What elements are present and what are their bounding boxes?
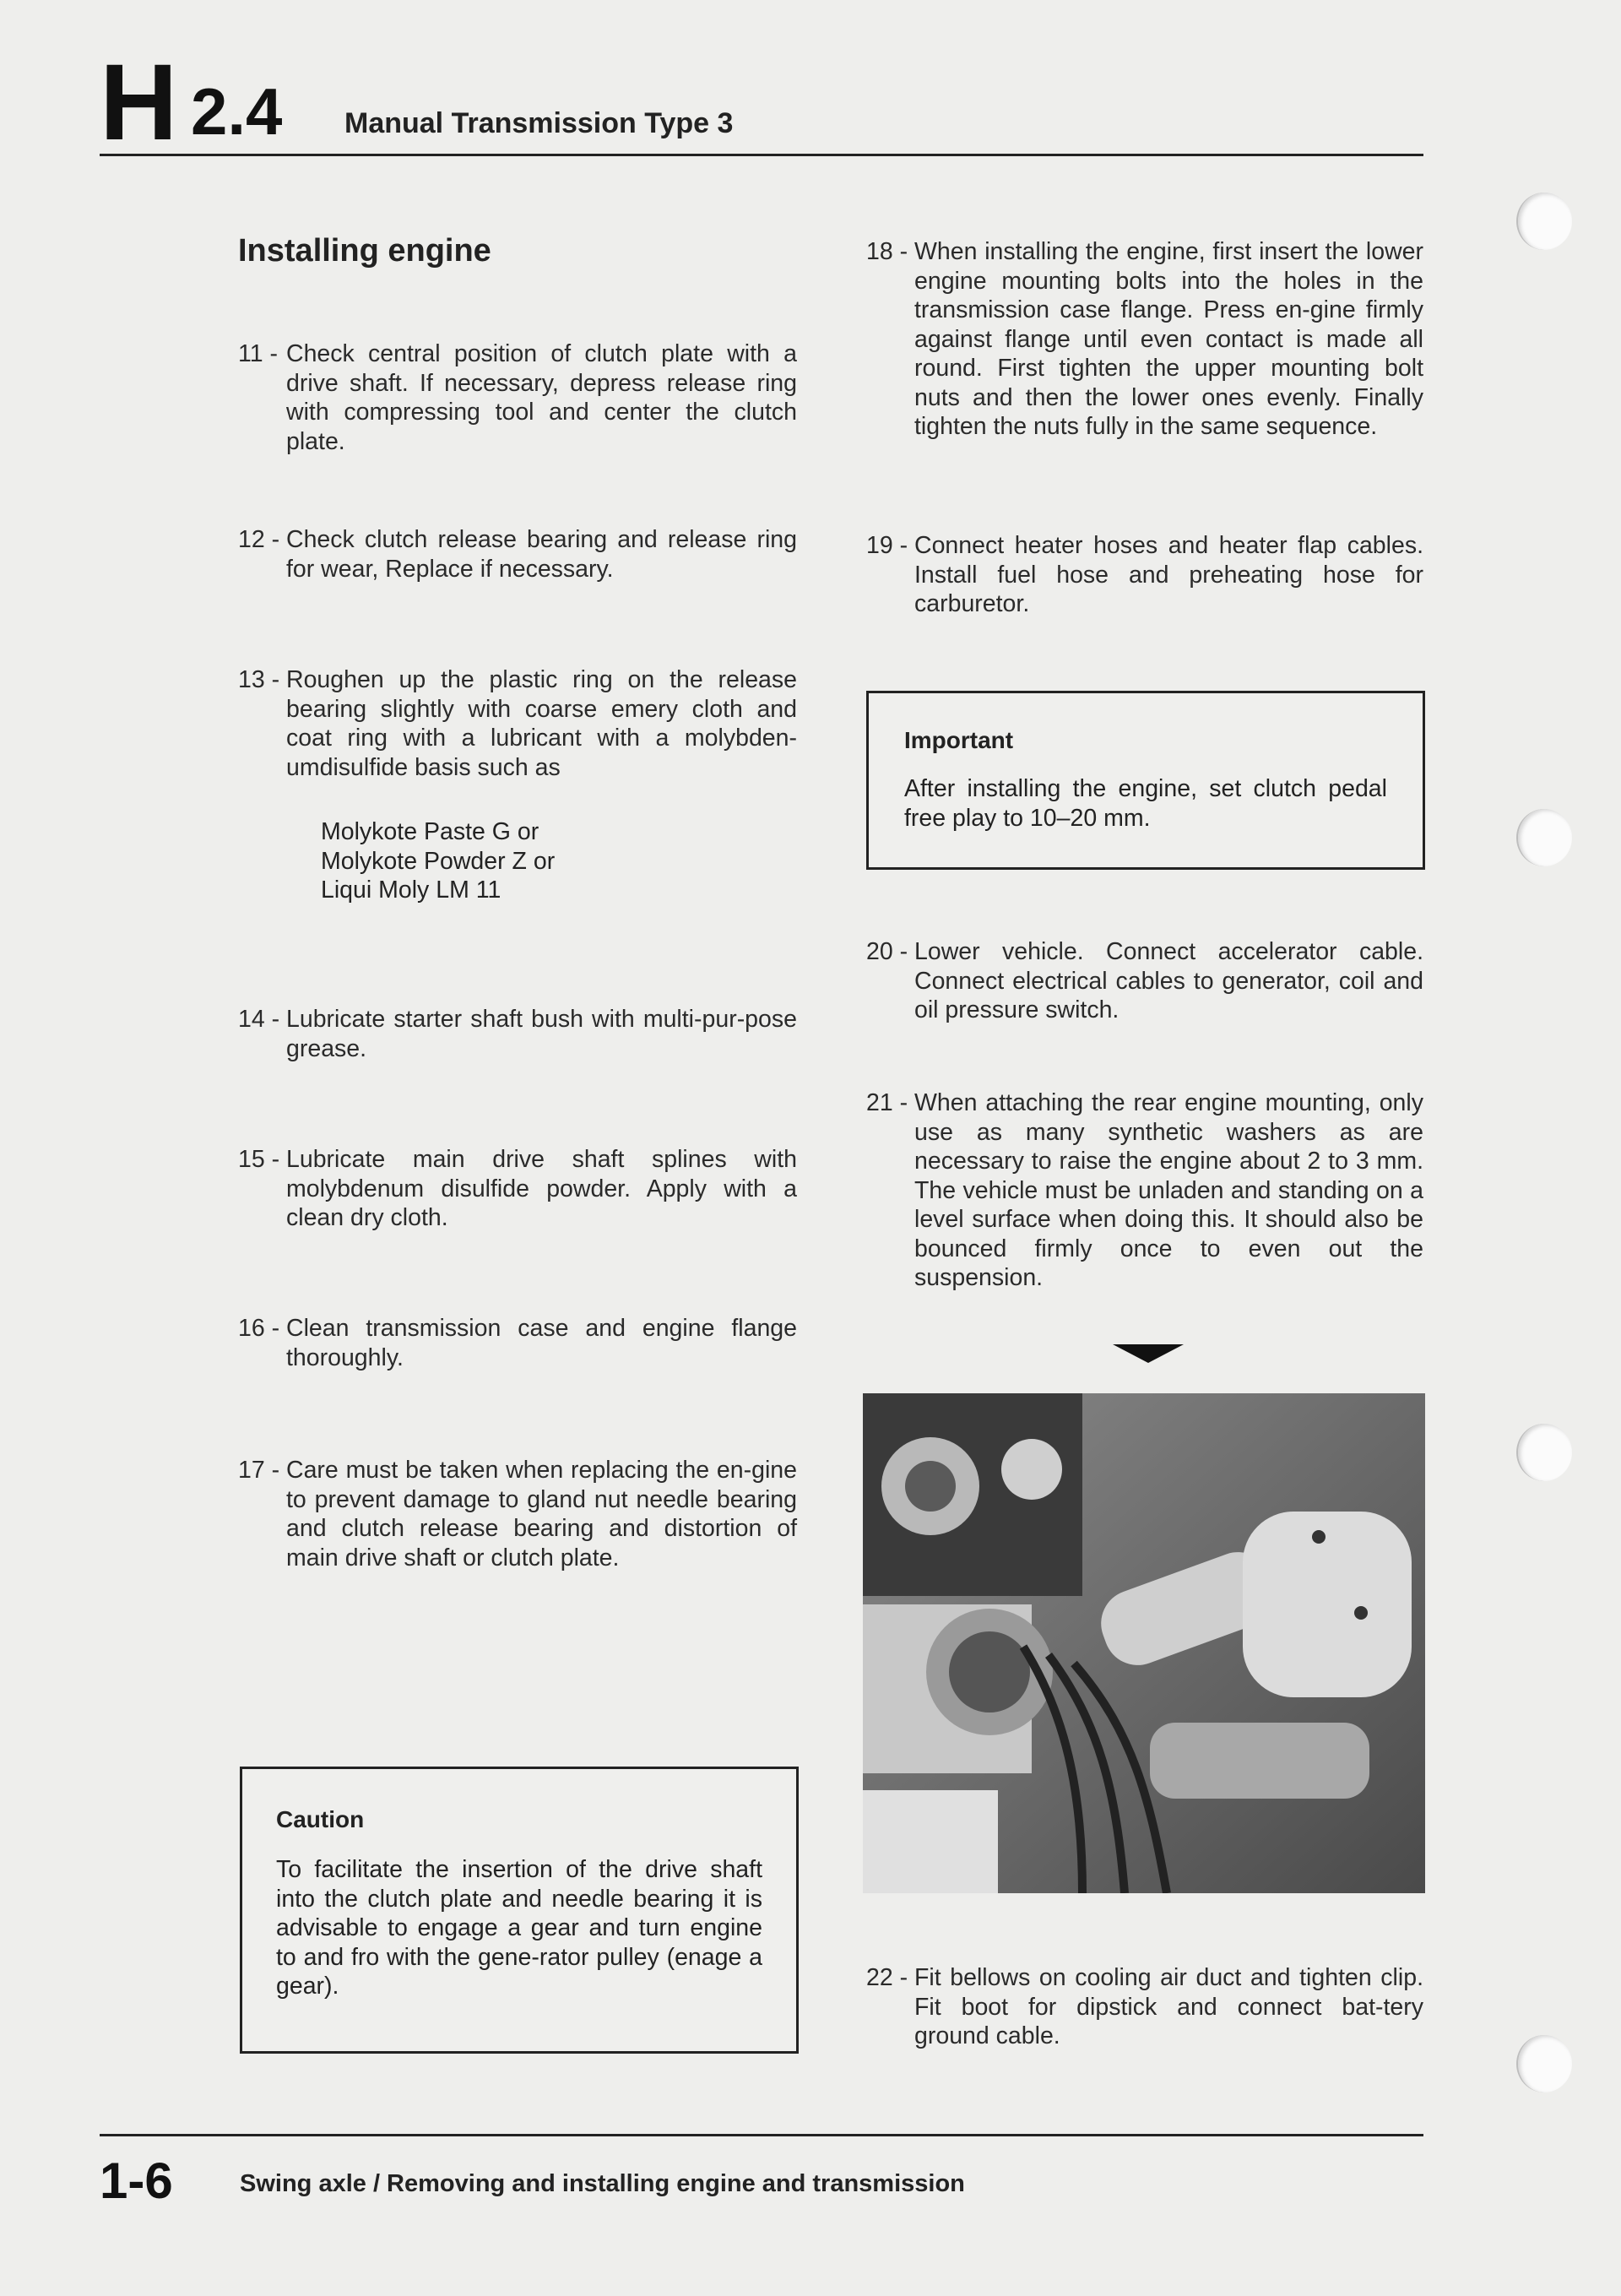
lubricant-item: Liqui Moly LM 11 xyxy=(321,877,501,904)
step-text: Lubricate main drive shaft splines with molybdenum disulfide powder. Apply with a clean dry cloth. xyxy=(286,1146,797,1231)
step-19 xyxy=(866,531,1423,619)
important-box xyxy=(866,691,1425,870)
section-title: Installing engine xyxy=(238,233,491,269)
step-16 xyxy=(238,1314,797,1372)
step-text: Connect heater hoses and heater flap cables. Install fuel hose and preheating hose for carburetor. xyxy=(914,532,1423,617)
step-number: 20 - xyxy=(866,938,908,965)
step-number: 11 - xyxy=(238,340,278,367)
step-21 xyxy=(866,1088,1423,1293)
lubricant-list xyxy=(321,817,555,905)
step-text: Care must be taken when replacing the en-gine to prevent damage to gland nut needle bearing and clutch release bearing and distortion of main drive shaft or clutch plate. xyxy=(286,1457,797,1571)
step-number: 16 - xyxy=(238,1315,280,1342)
step-18 xyxy=(866,237,1423,442)
important-text: After installing the engine, set clutch pedal free play to 10–20 mm. xyxy=(904,775,1387,832)
step-text: When attaching the rear engine mounting, only use as many synthetic washers as are necessary to raise the engine about 2 to 3 mm. The vehicle must be unladen and standing on a level surface when doing this. It should also be bounced firmly once to even out the suspension. xyxy=(914,1089,1423,1291)
photo-drawing xyxy=(863,1393,1425,1893)
step-12 xyxy=(238,525,797,583)
lubricant-item: Molykote Paste G or xyxy=(321,818,539,845)
engine-installation-photo xyxy=(863,1393,1425,1893)
step-text: Roughen up the plastic ring on the release bearing slightly with coarse emery cloth and coat ring with a lubricant with a molybden-umdisulfide basis such as xyxy=(286,666,797,781)
down-arrow-icon xyxy=(1113,1344,1184,1363)
lubricant-item: Molykote Powder Z or xyxy=(321,847,556,875)
footer-divider xyxy=(100,2134,1423,2136)
header-title: Manual Transmission Type 3 xyxy=(344,107,734,139)
step-text: Check central position of clutch plate with a drive shaft. If necessary, depress release ring with compressing tool and center the clutch plate. xyxy=(286,340,797,455)
caution-title: Caution xyxy=(276,1806,365,1832)
step-text: Lower vehicle. Connect accelerator cable. Connect electrical cables to generator, coil and oil pressure switch. xyxy=(914,938,1423,1023)
section-number: 2.4 xyxy=(191,74,283,149)
caution-box xyxy=(240,1767,799,2054)
step-text: Lubricate starter shaft bush with multi-pur-pose grease. xyxy=(286,1006,797,1062)
step-number: 13 - xyxy=(238,666,280,693)
step-number: 15 - xyxy=(238,1146,280,1173)
important-title: Important xyxy=(904,727,1014,753)
step-number: 14 - xyxy=(238,1006,280,1033)
step-number: 19 - xyxy=(866,532,908,559)
caution-text: To facilitate the insertion of the drive shaft into the clutch plate and needle bearing it is advisable to engage a gear and turn engine to and fro with the gene-rator pulley (enage a gear). xyxy=(276,1856,762,2000)
step-20 xyxy=(866,937,1423,1025)
step-15 xyxy=(238,1145,797,1233)
punch-hole xyxy=(1516,193,1572,250)
step-14 xyxy=(238,1005,797,1063)
step-number: 17 - xyxy=(238,1457,280,1484)
step-number: 21 - xyxy=(866,1089,908,1116)
punch-hole xyxy=(1516,2035,1572,2092)
generator xyxy=(1150,1723,1369,1799)
oil-filler xyxy=(863,1790,998,1893)
step-number: 22 - xyxy=(866,1964,908,1991)
page-header xyxy=(100,42,1423,163)
step-number: 12 - xyxy=(238,526,280,553)
step-text: Fit bellows on cooling air duct and tighten clip. Fit boot for dipstick and connect bat-tery ground cable. xyxy=(914,1964,1423,2049)
step-17 xyxy=(238,1456,797,1572)
step-11 xyxy=(238,339,797,456)
punch-hole xyxy=(1516,809,1572,866)
step-13 xyxy=(238,665,797,782)
step-number: 18 - xyxy=(866,238,908,265)
section-letter: H xyxy=(100,42,178,163)
footer-text: Swing axle / Removing and installing engine and transmission xyxy=(240,2170,965,2197)
punch-hole xyxy=(1516,1424,1572,1481)
air-duct xyxy=(1243,1512,1412,1697)
step-22 xyxy=(866,1963,1423,2051)
page-number: 1-6 xyxy=(100,2152,173,2209)
step-text: Check clutch release bearing and release ring for wear, Replace if necessary. xyxy=(286,526,797,583)
vacuum-unit xyxy=(1001,1439,1062,1500)
step-text: Clean transmission case and engine flange thoroughly. xyxy=(286,1315,797,1371)
step-text: When installing the engine, first insert the lower engine mounting bolts into the holes in the transmission case flange. Press en-gine firmly against flange until even contact is made all round. First tighten the upper mounting bolt nuts and then the lower ones evenly. Finally tighten the nuts fully in the same sequence. xyxy=(914,238,1423,440)
